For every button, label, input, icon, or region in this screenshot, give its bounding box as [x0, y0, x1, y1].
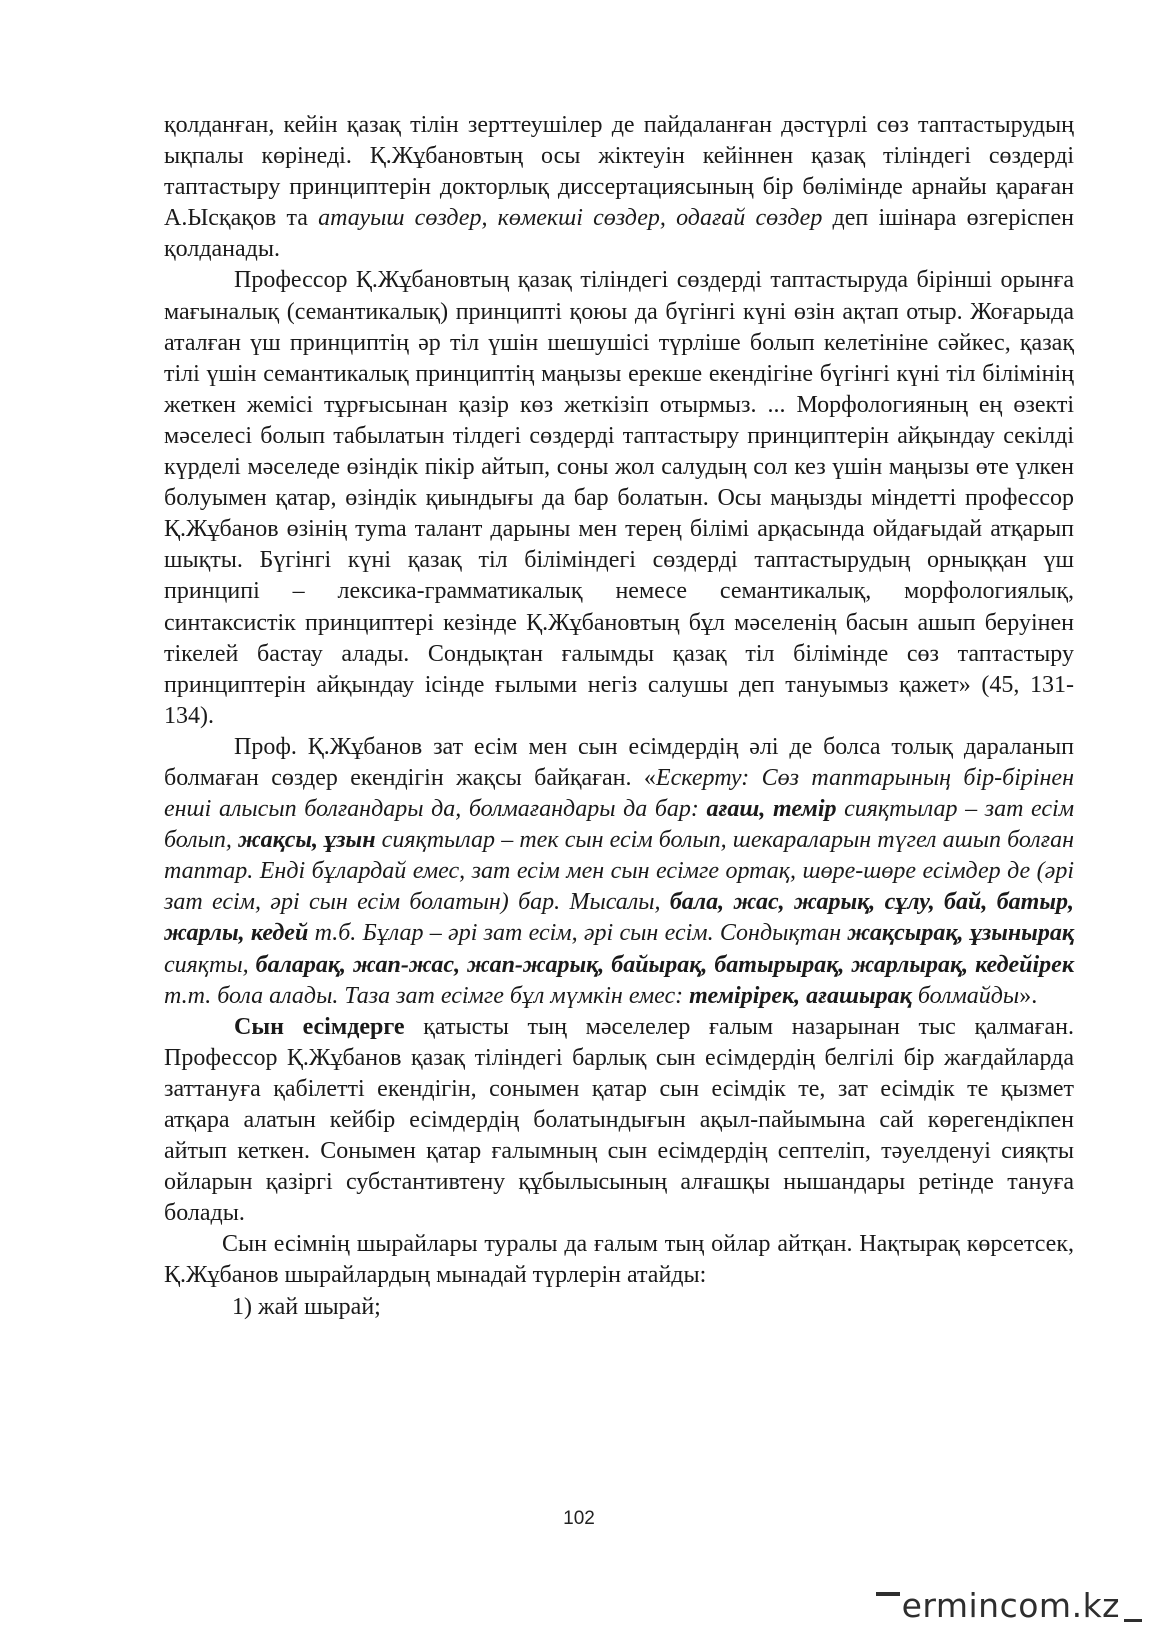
paragraph-2-text: Профессор Қ.Жұбановтың қазақ тіліндегі сөздерді таптастыруда бірінші орынға мағыналық (семантикалық) принципті қоюы да бүгінгі күні өзін ақтап отыр. Жоғарыда аталған үш принциптің әр тіл үшін шешушісі түрліше болып келетініне сәйкес, қазақ тілі үшін семантикалық принциптің маңызы ерекше екендігіне бүгінгі күні тіл білімінің жеткен жемісі тұрғысынан қазір көз жеткізіп отырмыз. ... Морфологияның ең өзекті мәселесі болып табылатын тілдегі сөздерді таптастыру принциптерін айқындау секілді күрделі мәселеде өзіндік пікір айтып, соны жол салудың сол кез үшін маңызы өте үлкен болуымен қатар, өзіндік қиындығы да бар болатын. Осы маңызды міндетті профессор Қ.Жұбанов өзінің туma талант дарыны мен терең білімі арқасында ойдағыдай атқарып шықты. Бүгінгі күні қазақ тіл біліміндегі сөздерді таптастырудың орныққан үш принципі – лексика-грамматикалық немесе семантикалық, морфологиялық, синтаксистік принциптері кезінде Қ.Жұбановтың бұл мәселенің басын ашып беруінен тікелей бастау алады. Сондықтан ғалымды қазақ тіл білімінде сөз таптастыру принциптерін айқындау ісінде ғылыми негіз салушы деп тануымыз қажет» (45, 131-134).: [164, 267, 1074, 729]
paragraph-4-text: қатысты тың мәселелер ғалым назарынан тыс қалмаған. Профессор Қ.Жұбанов қазақ тіліндегі барлық сын есімдердің белгілі бір жағдайларда заттануға қабілетті екендігін, сонымен қатар сын есімдік те, зат есімдік те қызмет атқара алатын кейбір есімдердің болатындығын ақыл-пайымына сай көрегендікпен айтып кеткен. Сонымен қатар ғалымның сын есімдердің септеліп, тәуелденуі сияқты ойларын қазіргі субстантивтену құбылысының алғашқы нышандары ретінде тануға болады.: [164, 1013, 1074, 1227]
quote-italic-2: сияқтылар – зат есім болып,: [164, 796, 1075, 854]
quote-bold-2: жақсы, ұзын: [238, 827, 376, 854]
paragraph-1-text: қолданған, кейін қазақ тілін зерттеушілер де пайдаланған дәстүрлі сөз таптастырудың ықпалы көрінеді. Қ.Жұбановтың осы жіктеуін кейіннен қазақ тіліндегі сөздерді таптастыру принциптерін докторлық диссертациясының бір бөлімінде арнайы қараған А.Ысқақов та: [164, 112, 1074, 232]
quote-bold-1: ағаш, темір: [706, 796, 837, 823]
quote-close: ».: [1019, 982, 1038, 1009]
quote-italic-1: Ескерту: Сөз таптарының бір-бірінен енші алысып болғандары да, болмағандары да бар:: [164, 764, 1074, 823]
paragraph-1-text-end: деп ішінара өзгеріспен қолданады.: [164, 205, 1074, 263]
quote-italic-6: т.т. бола алады. Таза зат есімге бұл мүмкін емес:: [164, 982, 690, 1009]
paragraph-4-bold-lead: Сын есімдерге: [234, 1013, 405, 1040]
watermark-underline-icon: [1124, 1619, 1142, 1622]
paragraph-2: [164, 265, 1074, 731]
quote-italic-5: сияқты,: [164, 951, 256, 978]
list-item-1-text: 1) жай шырай;: [232, 1293, 381, 1320]
list-item-1: [164, 1292, 1074, 1323]
paragraph-3-text: Проф. Қ.Жұбанов зат есім мен сын есімдердің әлі де болса толық дараланып болмаған сөздер екендігін жақсы байқаған. «: [164, 733, 1074, 791]
watermark-t-bar-icon: [876, 1592, 900, 1596]
quote-bold-5: баларақ, жап-жас, жап-жарық, байырақ, батырырақ, жарлырақ, кедейірек: [255, 951, 1075, 978]
paragraph-5: [164, 1229, 1074, 1291]
quote-bold-6: темірірек, ағашырақ: [689, 982, 912, 1009]
paragraph-5-text: Сын есімнің шырайлары туралы да ғалым тың ойлар айтқан. Нақтырақ көрсетсек, Қ.Жұбанов шырайлардың мынадай түрлерін атайды:: [164, 1231, 1074, 1289]
document-body: [164, 110, 1074, 1323]
paragraph-4: [164, 1012, 1074, 1230]
quote-italic-7: болмайды: [911, 982, 1020, 1009]
quote-italic-3: сияқтылар – тек сын есім болып, шекараларын түгел ашып болған таптар. Енді бұлардай емес, зат есім мен сын есімге ортақ, шөре-шөре есімдер де (әрі зат есім, әрі сын есім болатын) бар. Мысалы,: [164, 827, 1075, 916]
paragraph-1-italic-terms: атауыш сөздер, көмекші сөздер, одағай сөздер: [318, 205, 823, 232]
paragraph-3: [164, 732, 1074, 1012]
page-number: 102: [563, 1508, 595, 1529]
site-watermark: [876, 1584, 1142, 1624]
paragraph-1: [164, 110, 1074, 265]
quote-bold-3: бала, жас, жарық, сұлу, бай, батыр, жарлы, кедей: [164, 889, 1075, 947]
quote-bold-4: жақсырақ, ұзынырақ: [847, 920, 1075, 947]
watermark-text: ermincom.kz: [901, 1586, 1120, 1625]
quote-italic-4: т.б. Бұлар – әрі зат есім, әрі сын есім. Сондықтан: [308, 920, 848, 947]
